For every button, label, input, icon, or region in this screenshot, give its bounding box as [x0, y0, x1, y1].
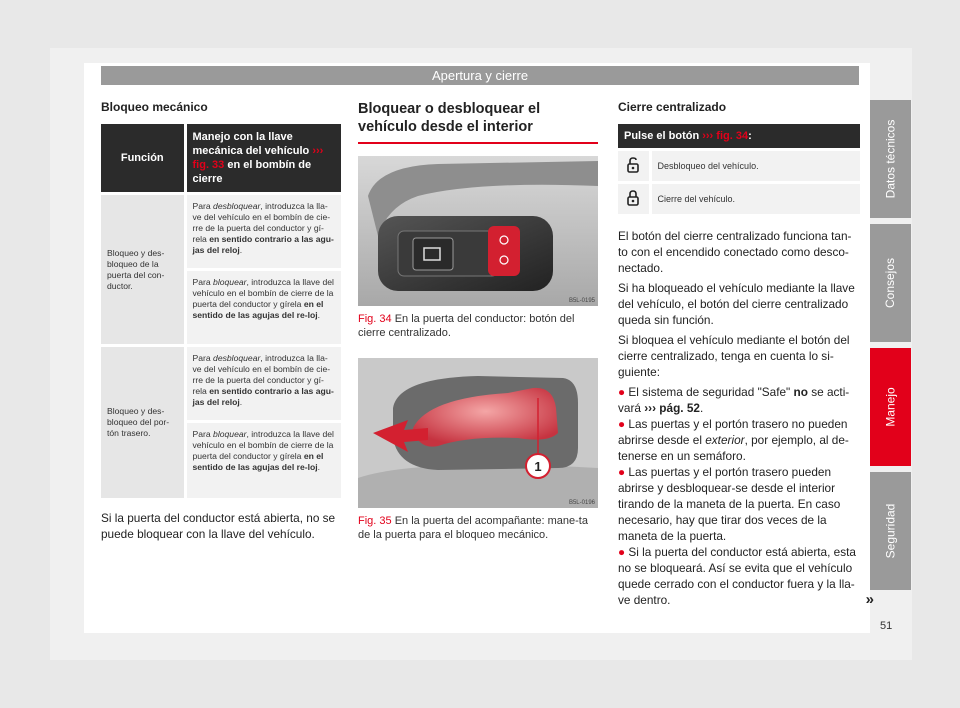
table-cell-desbloqueo: Desbloqueo del vehículo. [650, 150, 860, 183]
page-number: 51 [880, 620, 893, 632]
sidetab-consejos[interactable]: Consejos [870, 224, 911, 342]
table-cell: Para bloquear, introduzca la llave del vehículo en el bombín de cierre de la puerta del conductor y gírela en el sentido de las agujas del re-loj. [185, 270, 341, 346]
lock-icon [618, 183, 650, 215]
page-reference[interactable]: ››› pág. 52 [644, 401, 700, 415]
figure-code: B5L-0195 [568, 298, 595, 304]
column-right [618, 100, 874, 608]
bullet-item: ● Las puertas y el portón trasero no pueden abrirse desde el exterior, por ejemplo, al de-tenerse en un semáforo. [618, 417, 849, 463]
row-label-puerta: Bloqueo y des-bloqueo de la puerta del con-ductor. [101, 194, 185, 346]
figure-door-handle [358, 358, 598, 508]
continue-marker: » [865, 591, 874, 608]
callout-number: 1 [534, 459, 542, 474]
chapter-header: Apertura y cierre [101, 66, 859, 85]
column-middle [358, 100, 598, 542]
bullet-item: ● Si la puerta del conductor está abierta, esta no se bloqueará. Así se evita que el vehículo quede cerrado con el conductor fuera y la lla-ve dentro. » [618, 545, 874, 608]
button-table [618, 124, 860, 214]
bullet-item: ● Las puertas y el portón trasero pueden abrirse y desbloquear-se desde el interior tirando de la maneta de la puerta. En caso necesario, hay que tirar dos veces de la maneta de la puerta. [618, 465, 841, 543]
table-cell: Para desbloquear, introduzca la lla-ve del vehículo en el bombín de cie-rre de la puerta del conductor y gí-rela en sentido contrario a las agu-jas del reloj. [185, 194, 341, 270]
table-cell: Para bloquear, introduzca la llave del vehículo en el bombín de cierre de la puerta del conductor y gírela en el sentido de las agujas del re-loj. [185, 422, 341, 498]
figure-code: B5L-0196 [568, 500, 595, 506]
figure-door-button [358, 156, 598, 306]
row-label-porton: Bloqueo y des-bloqueo del por-tón trasero. [101, 346, 185, 498]
sidetab-manejo[interactable]: Manejo [870, 348, 911, 466]
paragraph-note: Si la puerta del conductor está abierta, no se puede bloquear con la llave del vehículo. [101, 510, 336, 541]
section-title-cierre-centralizado: Cierre centralizado [618, 100, 727, 114]
fig-reference[interactable]: ››› fig. 34 [702, 130, 749, 142]
table-cell-cierre: Cierre del vehículo. [650, 183, 860, 215]
table-cell: Para desbloquear, introduzca la lla-ve del vehículo en el bombín de cie-rre de la puerta del conductor y gí-rela en sentido contrario a las agu-jas del reloj. [185, 346, 341, 422]
table-header-funcion: Función [101, 124, 185, 194]
table-header-manejo: Manejo con la llave mecánica del vehículo ››› fig. 33 en el bombín de cierre [185, 124, 341, 194]
paragraph: Si ha bloqueado el vehículo mediante la llave del vehículo, el botón del cierre centralizado queda sin función. [618, 281, 855, 327]
bullet-item: ● El sistema de seguridad "Safe" no se acti-vará ››› pág. 52. [618, 385, 850, 415]
paragraph: El botón del cierre centralizado funciona tan-to con el encendido conectado como desco-nectado. [618, 229, 852, 275]
door-handle-illustration [358, 358, 598, 508]
column-left [101, 100, 341, 542]
section-title-bloqueo-mecanico: Bloqueo mecánico [101, 100, 208, 114]
figure-caption-35: Fig. 35 En la puerta del acompañante: mane-ta de la puerta para el bloqueo mecánico. [358, 515, 588, 541]
figure-caption-34: Fig. 34 En la puerta del conductor: botón del cierre centralizado. [358, 313, 575, 339]
door-button-illustration [358, 156, 598, 306]
paragraph: Si bloquea el vehículo mediante el botón del cierre centralizado, tenga en cuenta lo si-guiente: [618, 333, 850, 379]
section-title-bloquear: Bloquear o desbloquear el vehículo desde el interior [358, 100, 598, 144]
fig-reference[interactable]: ››› fig. 33 [192, 145, 324, 171]
function-table [101, 124, 341, 498]
table-header-pulse: Pulse el botón ››› fig. 34: [618, 124, 860, 150]
unlock-icon [618, 150, 650, 183]
sidetab-datos-tecnicos[interactable]: Datos técnicos [870, 100, 911, 218]
sidetab-seguridad[interactable]: Seguridad [870, 472, 911, 590]
